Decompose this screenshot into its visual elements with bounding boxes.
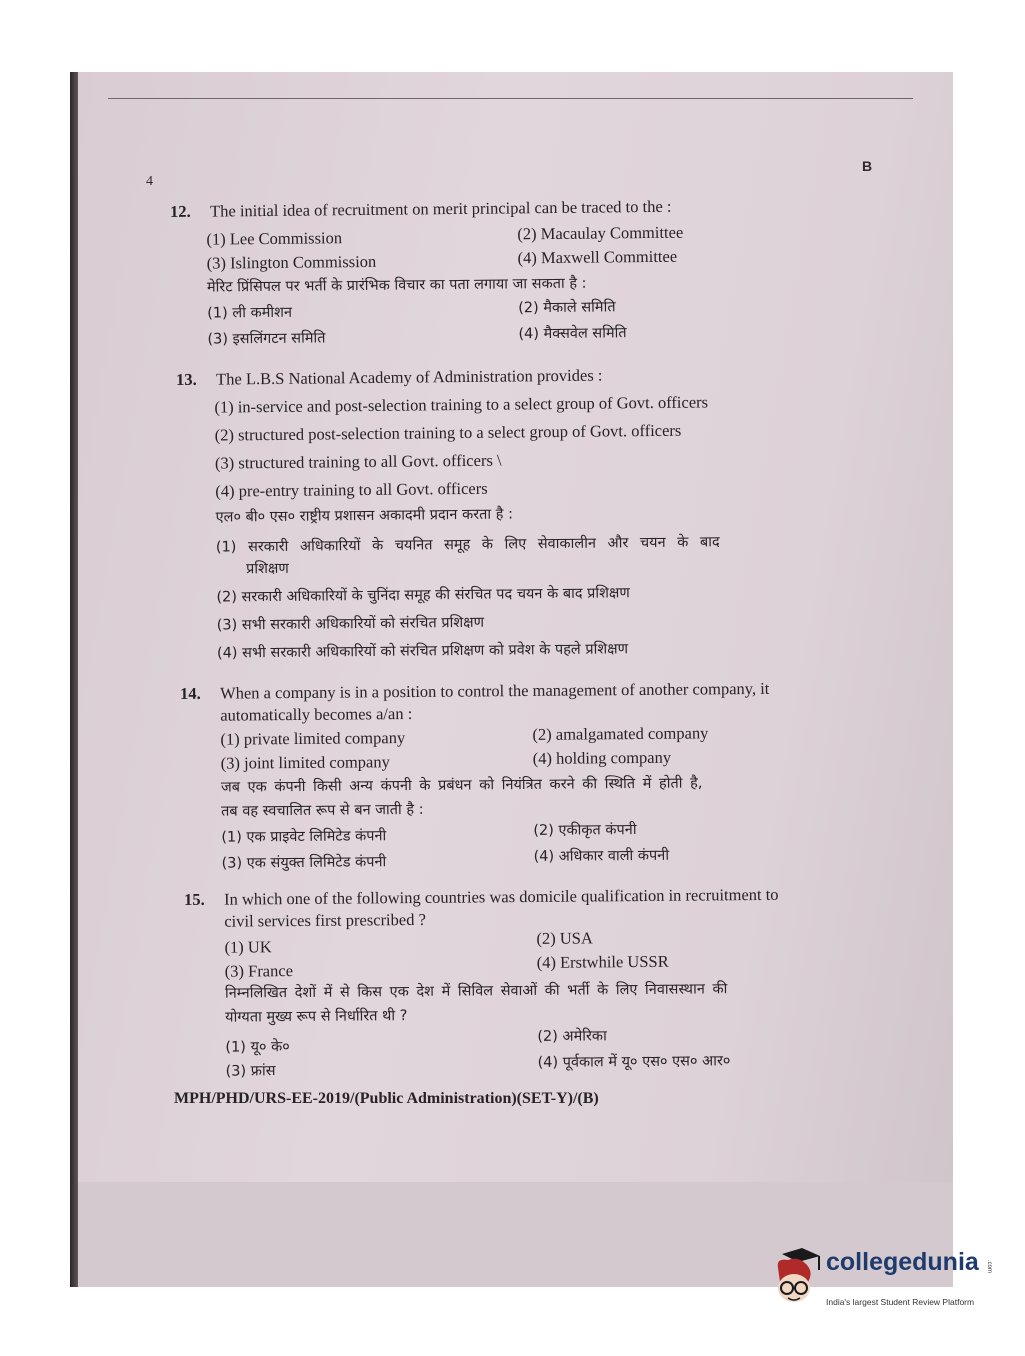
question-text-en-line-2: civil services first prescribed ? xyxy=(224,909,426,931)
option-2-hi: (2) मैकाले समिति xyxy=(518,299,616,317)
question-text-en: The initial idea of recruitment on merit principal can be traced to the : xyxy=(210,196,672,221)
option-1-en: (1) private limited company xyxy=(220,728,406,749)
option-1-hi-cont: प्रशिक्षण xyxy=(246,560,289,578)
option-2-en: (2) amalgamated company xyxy=(532,723,709,744)
question-text-hi-line-2: तब वह स्वचालित रूप से बन जाती है : xyxy=(221,801,424,820)
option-4-hi: (4) अधिकार वाली कंपनी xyxy=(533,847,670,865)
question-number: 14. xyxy=(180,683,201,703)
question-number: 12. xyxy=(170,201,191,221)
exam-page xyxy=(78,72,953,1287)
option-2-en: (2) structured post-selection training to a select group of Govt. officers xyxy=(214,420,682,445)
question-text-hi-line-2: योग्यता मुख्य रूप से निर्धारित थी ? xyxy=(225,1008,408,1026)
option-3-en: (3) structured training to all Govt. officers \ xyxy=(214,450,502,473)
option-4-en: (4) Maxwell Committee xyxy=(517,246,678,268)
option-4-en: (4) Erstwhile USSR xyxy=(536,951,669,972)
option-4-hi: (4) पूर्वकाल में यू० एस० एस० आर० xyxy=(537,1053,731,1071)
top-rule xyxy=(108,98,913,99)
option-3-en: (3) joint limited company xyxy=(220,752,390,773)
option-1-hi: (1) ली कमीशन xyxy=(207,304,293,322)
option-3-en: (3) France xyxy=(224,961,294,981)
option-4-en: (4) holding company xyxy=(532,747,672,768)
option-3-hi: (3) फ्रांस xyxy=(225,1063,276,1080)
question-text-en-line-1: When a company is in a position to control the management of another company, it xyxy=(220,678,770,703)
question-text-hi-line-1: निम्नलिखित देशों में से किस एक देश में सिविल सेवाओं की भर्ती के लिए निवासस्थान की xyxy=(224,981,728,1002)
option-1-hi: (1) सरकारी अधिकारियों के चयनित समूह के लिए सेवाकालीन और चयन के बाद xyxy=(215,534,720,556)
option-2-hi: (2) अमेरिका xyxy=(537,1028,607,1045)
option-3-en: (3) Islington Commission xyxy=(206,251,377,273)
page-number: 4 xyxy=(146,174,153,189)
option-3-hi: (3) एक संयुक्त लिमिटेड कंपनी xyxy=(221,854,387,872)
brand-name: collegedunia xyxy=(826,1248,979,1276)
set-letter: B xyxy=(862,158,873,174)
option-4-en: (4) pre-entry training to all Govt. officers xyxy=(215,478,488,501)
option-2-hi: (2) एकीकृत कंपनी xyxy=(533,822,637,839)
question-text-en-line-1: In which one of the following countries was domicile qualification in recruitment to xyxy=(224,884,779,909)
option-1-en: (1) Lee Commission xyxy=(206,228,343,249)
option-2-hi: (2) सरकारी अधिकारियों के चुनिंदा समूह की संरचित पद चयन के बाद प्रशिक्षण xyxy=(216,585,630,606)
option-1-en: (1) UK xyxy=(224,937,272,957)
option-2-en: (2) Macaulay Committee xyxy=(517,222,684,244)
option-4-hi: (4) मैक्सवेल समिति xyxy=(518,325,627,343)
collegedunia-watermark xyxy=(768,1246,998,1326)
option-4-hi: (4) सभी सरकारी अधिकारियों को संरचित प्रशिक्षण को प्रवेश के पहले प्रशिक्षण xyxy=(216,641,629,662)
option-1-en: (1) in-service and post-selection training to a select group of Govt. officers xyxy=(214,392,709,417)
question-text-en: The L.B.S National Academy of Administration provides : xyxy=(216,365,603,389)
option-3-hi: (3) इसलिंगटन समिति xyxy=(207,330,326,348)
option-2-en: (2) USA xyxy=(536,928,593,948)
question-text-hi-line-1: जब एक कंपनी किसी अन्य कंपनी के प्रबंधन को नियंत्रित करने की स्थिति में होती है, xyxy=(220,775,703,796)
option-1-hi: (1) एक प्राइवेट लिमिटेड कंपनी xyxy=(221,828,387,846)
question-text-en-line-2: automatically becomes a/an : xyxy=(220,703,413,725)
question-text-hi: एल० बी० एस० राष्ट्रीय प्रशासन अकादमी प्रदान करता है : xyxy=(215,506,514,526)
question-text-hi: मेरिट प्रिंसिपल पर भर्ती के प्रारंभिक विचार का पता लगाया जा सकता है : xyxy=(206,275,587,296)
option-1-hi: (1) यू० के० xyxy=(225,1039,290,1056)
exam-code-footer: MPH/PHD/URS-EE-2019/(Public Administration)(SET-Y)/(B) xyxy=(174,1090,599,1107)
question-number: 15. xyxy=(184,889,205,909)
option-3-hi: (3) सभी सरकारी अधिकारियों को संरचित प्रशिक्षण xyxy=(216,614,485,634)
mascot-icon xyxy=(768,1246,824,1316)
brand-domain: .com xyxy=(986,1260,992,1274)
question-number: 13. xyxy=(176,369,197,389)
brand-tagline: India's largest Student Review Platform xyxy=(826,1297,975,1307)
